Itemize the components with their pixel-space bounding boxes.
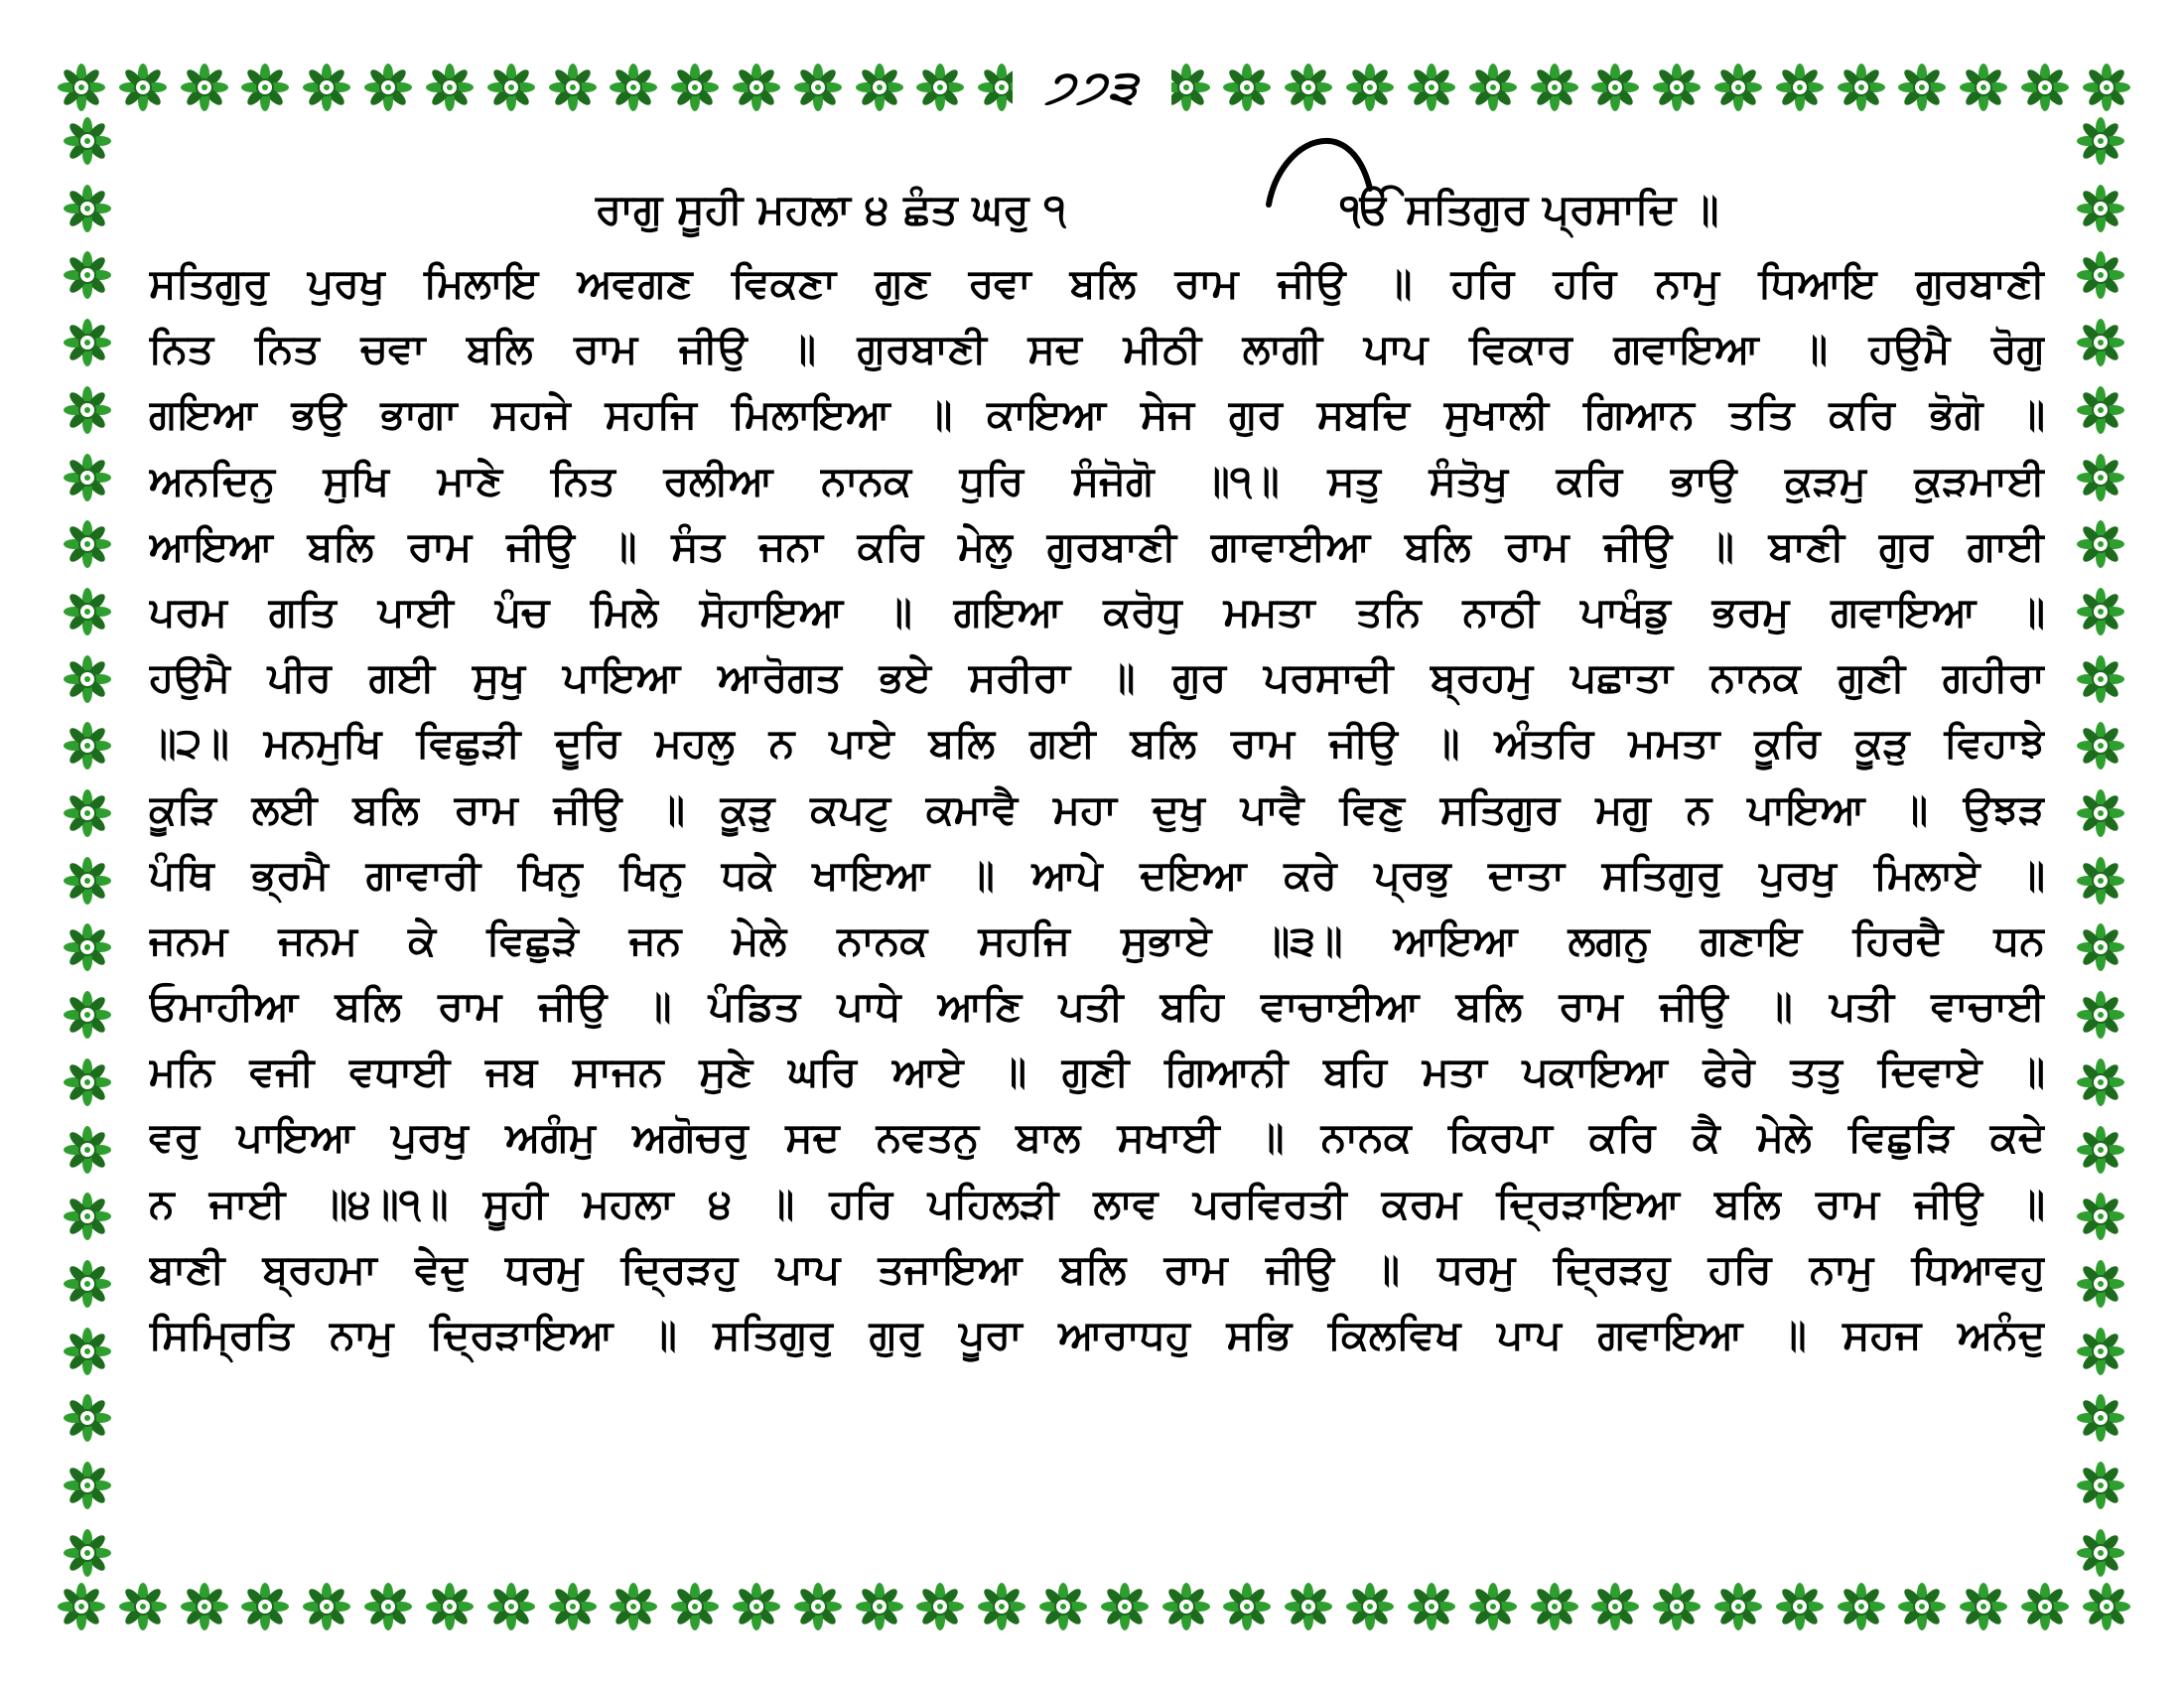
- flower-icon: [64, 1462, 111, 1509]
- flower-icon: [2021, 64, 2069, 111]
- flower-icon: [978, 1583, 1025, 1630]
- flower-icon: [64, 1394, 111, 1442]
- onkar-arc-icon: [1261, 119, 1380, 209]
- flower-icon: [916, 64, 964, 111]
- flower-icon: [2077, 454, 2124, 501]
- flower-icon: [241, 1583, 289, 1630]
- flower-icon: [1838, 64, 1885, 111]
- flower-icon: [119, 1583, 167, 1630]
- flower-icon: [1408, 64, 1455, 111]
- verse-line: ਕੂੜਿ ਲਈ ਬਲਿ ਰਾਮ ਜੀਉ ॥ ਕੂੜੁ ਕਪਟੁ ਕਮਾਵੈ ਮਹਾ ਦੁਖੁ ਪਾਵੈ ਵਿਣੁ ਸਤਿਗੁਰ ਮਗੁ ਨ ਪਾਇਆ ॥ ਉਝੜ: [149, 784, 2045, 833]
- verse-line: ਗਇਆ ਭਉ ਭਾਗਾ ਸਹਜੇ ਸਹਜਿ ਮਿਲਾਇਆ ॥ ਕਾਇਆ ਸੇਜ ਗੁਰ ਸਬਦਿ ਸੁਖਾਲੀ ਗਿਆਨ ਤਤਿ ਕਰਿ ਭੋਗੋ ॥: [149, 390, 2045, 439]
- flower-icon: [1898, 1583, 1946, 1630]
- flower-icon: [364, 64, 412, 111]
- flower-icon: [2077, 1529, 2124, 1577]
- page-number: ੭੭੩: [1045, 60, 1139, 113]
- flower-icon: [856, 1583, 903, 1630]
- flower-icon: [1591, 1583, 1639, 1630]
- flower-icon: [733, 1583, 780, 1630]
- flower-icon: [64, 923, 111, 971]
- flower-icon: [64, 319, 111, 366]
- flower-icon: [426, 1583, 474, 1630]
- verse-line: ਜਨਮ ਜਨਮ ਕੇ ਵਿਛੁੜੇ ਜਨ ਮੇਲੇ ਨਾਨਕ ਸਹਜਿ ਸੁਭਾਏ ॥੩॥ ਆਇਆ ਲਗਨੁ ਗਣਾਇ ਹਿਰਦੈ ਧਨ: [149, 915, 2045, 964]
- flower-icon: [1531, 1583, 1578, 1630]
- flower-icon: [1960, 1583, 2007, 1630]
- verse-line: ਨਿਤ ਨਿਤ ਚਵਾ ਬਲਿ ਰਾਮ ਜੀਉ ॥ ਗੁਰਬਾਣੀ ਸਦ ਮੀਠੀ ਲਾਗੀ ਪਾਪ ਵਿਕਾਰ ਗਵਾਇਆ ॥ ਹਉਮੈ ਰੋਗੁ: [149, 325, 2045, 373]
- flower-icon: [1653, 64, 1701, 111]
- flower-icon: [426, 64, 474, 111]
- flower-icon: [2077, 655, 2124, 703]
- flower-icon: [2077, 520, 2124, 568]
- flower-icon: [549, 64, 597, 111]
- flower-icon: [2077, 857, 2124, 905]
- flower-icon: [733, 64, 780, 111]
- flower-icon: [671, 1583, 719, 1630]
- verse-line: ਹਉਮੈ ਪੀਰ ਗਈ ਸੁਖੁ ਪਾਇਆ ਆਰੋਗਤ ਭਏ ਸਰੀਰਾ ॥ ਗੁਰ ਪਰਸਾਦੀ ਬ੍ਰਹਮੁ ਪਛਾਤਾ ਨਾਨਕ ਗੁਣੀ ਗਹੀਰਾ: [149, 653, 2045, 702]
- flower-icon: [1838, 1583, 1885, 1630]
- verse-block: [149, 250, 2045, 1367]
- flower-icon: [1714, 64, 1762, 111]
- invocation: ੴ ਸਤਿਗੁਰ ਪ੍ਰਸਾਦਿ ॥: [1340, 185, 1719, 233]
- flower-icon: [2077, 1126, 2124, 1174]
- verse-line: ਬਾਣੀ ਬ੍ਰਹਮਾ ਵੇਦੁ ਧਰਮੁ ਦ੍ਰਿੜਹੁ ਪਾਪ ਤਜਾਇਆ ਬਲਿ ਰਾਮ ਜੀਉ ॥ ਧਰਮੁ ਦ੍ਰਿੜਹੁ ਹਰਿ ਨਾਮੁ ਧਿਆਵਹੁ: [149, 1244, 2045, 1293]
- flower-icon: [64, 454, 111, 501]
- flower-icon: [671, 64, 719, 111]
- flower-icon: [1223, 1583, 1271, 1630]
- flower-icon: [487, 64, 535, 111]
- flower-icon: [794, 64, 842, 111]
- flower-icon: [119, 64, 167, 111]
- flower-icon: [64, 655, 111, 703]
- flower-icon: [2077, 1058, 2124, 1106]
- verse-line: ਮਨਿ ਵਜੀ ਵਧਾਈ ਜਬ ਸਾਜਨ ਸੁਣੇ ਘਰਿ ਆਏ ॥ ਗੁਣੀ ਗਿਆਨੀ ਬਹਿ ਮਤਾ ਪਕਾਇਆ ਫੇਰੇ ਤਤੁ ਦਿਵਾਏ ॥: [149, 1048, 2045, 1096]
- flower-icon: [2077, 991, 2124, 1039]
- flower-icon: [64, 588, 111, 635]
- flower-icon: [2077, 251, 2124, 299]
- flower-icon: [241, 64, 289, 111]
- flower-icon: [1653, 1583, 1701, 1630]
- flower-icon: [2077, 386, 2124, 434]
- flower-icon: [64, 117, 111, 165]
- flower-icon: [1408, 1583, 1455, 1630]
- flower-icon: [916, 1583, 964, 1630]
- flower-icon: [610, 64, 657, 111]
- verse-line: ਵਰੁ ਪਾਇਆ ਪੁਰਖੁ ਅਗੰਮੁ ਅਗੋਚਰੁ ਸਦ ਨਵਤਨੁ ਬਾਲ ਸਖਾਈ ॥ ਨਾਨਕ ਕਿਰਪਾ ਕਰਿ ਕੈ ਮੇਲੇ ਵਿਛੁੜਿ ਕਦੇ: [149, 1113, 2045, 1162]
- flower-icon: [1591, 64, 1639, 111]
- flower-icon: [2077, 722, 2124, 770]
- flower-icon: [64, 722, 111, 770]
- flower-icon: [58, 64, 105, 111]
- verse-line: ਪਰਮ ਗਤਿ ਪਾਈ ਪੰਚ ਮਿਲੇ ਸੋਹਾਇਆ ॥ ਗਇਆ ਕਰੋਧੁ ਮਮਤਾ ਤਨਿ ਨਾਠੀ ਪਾਖੰਡੁ ਭਰਮੁ ਗਵਾਇਆ ॥: [149, 587, 2045, 635]
- flower-icon: [64, 520, 111, 568]
- floral-border-left: [58, 117, 117, 1577]
- verse-line: ਸਿਮ੍ਰਿਤਿ ਨਾਮੁ ਦ੍ਰਿੜਾਇਆ ॥ ਸਤਿਗੁਰੁ ਗੁਰੁ ਪੂਰਾ ਆਰਾਧਹੁ ਸਭਿ ਕਿਲਵਿਖ ਪਾਪ ਗਵਾਇਆ ॥ ਸਹਜ ਅਨੰਦੁ: [149, 1311, 2045, 1358]
- verse-line: ਅਨਦਿਨੁ ਸੁਖਿ ਮਾਣੇ ਨਿਤ ਰਲੀਆ ਨਾਨਕ ਧੁਰਿ ਸੰਜੋਗੋ ॥੧॥ ਸਤੁ ਸੰਤੋਖੁ ਕਰਿ ਭਾਉ ਕੁੜਮੁ ਕੁੜਮਾਈ: [149, 456, 2045, 504]
- flower-icon: [2083, 64, 2130, 111]
- flower-icon: [1039, 1583, 1087, 1630]
- flower-icon: [64, 1328, 111, 1375]
- flower-icon: [1346, 64, 1394, 111]
- flower-icon: [2077, 1462, 2124, 1509]
- flower-icon: [64, 1260, 111, 1308]
- flower-icon: [1223, 64, 1271, 111]
- heading-row: [149, 177, 2035, 246]
- flower-icon: [1469, 1583, 1517, 1630]
- flower-icon: [1162, 1583, 1210, 1630]
- flower-icon: [64, 1058, 111, 1106]
- flower-icon: [856, 64, 903, 111]
- flower-icon: [64, 991, 111, 1039]
- flower-icon: [2077, 1394, 2124, 1442]
- flower-icon: [181, 64, 228, 111]
- flower-icon: [64, 386, 111, 434]
- flower-icon: [64, 185, 111, 232]
- flower-icon: [1101, 1583, 1149, 1630]
- verse-line: ॥੨॥ ਮਨਮੁਖਿ ਵਿਛੁੜੀ ਦੂਰਿ ਮਹਲੁ ਨ ਪਾਏ ਬਲਿ ਗਈ ਬਲਿ ਰਾਮ ਜੀਉ ॥ ਅੰਤਰਿ ਮਮਤਾ ਕੂਰਿ ਕੂੜੁ ਵਿਹਾਝੇ: [149, 719, 2045, 768]
- flower-icon: [2077, 1193, 2124, 1240]
- flower-icon: [1898, 64, 1946, 111]
- flower-icon: [303, 64, 350, 111]
- flower-icon: [2077, 789, 2124, 837]
- flower-icon: [303, 1583, 350, 1630]
- flower-icon: [549, 1583, 597, 1630]
- flower-icon: [2021, 1583, 2069, 1630]
- flower-icon: [1960, 64, 2007, 111]
- flower-icon: [2077, 1328, 2124, 1375]
- page-heading: ਰਾਗੁ ਸੂਹੀ ਮਹਲਾ ੪ ਛੰਤ ਘਰੁ ੧: [596, 185, 1066, 233]
- verse-line: ਓਮਾਹੀਆ ਬਲਿ ਰਾਮ ਜੀਉ ॥ ਪੰਡਿਤ ਪਾਧੇ ਆਣਿ ਪਤੀ ਬਹਿ ਵਾਚਾਈਆ ਬਲਿ ਰਾਮ ਜੀਉ ॥ ਪਤੀ ਵਾਚਾਈ: [149, 982, 2045, 1031]
- flower-icon: [64, 1193, 111, 1240]
- flower-icon: [2077, 319, 2124, 366]
- flower-icon: [1714, 1583, 1762, 1630]
- flower-icon: [2077, 588, 2124, 635]
- flower-icon: [64, 857, 111, 905]
- flower-icon: [64, 251, 111, 299]
- flower-icon: [1285, 1583, 1332, 1630]
- flower-icon: [1469, 64, 1517, 111]
- flower-icon: [364, 1583, 412, 1630]
- flower-icon: [2083, 1583, 2130, 1630]
- flower-icon: [794, 1583, 842, 1630]
- verse-line: ਆਇਆ ਬਲਿ ਰਾਮ ਜੀਉ ॥ ਸੰਤ ਜਨਾ ਕਰਿ ਮੇਲੁ ਗੁਰਬਾਣੀ ਗਾਵਾਈਆ ਬਲਿ ਰਾਮ ਜੀਉ ॥ ਬਾਣੀ ਗੁਰ ਗਾਈ: [149, 521, 2045, 570]
- flower-icon: [610, 1583, 657, 1630]
- flower-icon: [2077, 923, 2124, 971]
- flower-icon: [64, 1529, 111, 1577]
- flower-icon: [2077, 185, 2124, 232]
- flower-icon: [64, 1126, 111, 1174]
- floral-border-right: [2071, 117, 2130, 1577]
- floral-border-bottom: [58, 1577, 2130, 1636]
- flower-icon: [1776, 1583, 1824, 1630]
- verse-line: ਪੰਥਿ ਭ੍ਰਮੈ ਗਾਵਾਰੀ ਖਿਨੁ ਖਿਨੁ ਧਕੇ ਖਾਇਆ ॥ ਆਪੇ ਦਇਆ ਕਰੇ ਪ੍ਰਭੁ ਦਾਤਾ ਸਤਿਗੁਰੁ ਪੁਰਖੁ ਮਿਲਾਏ ॥: [149, 850, 2045, 899]
- flower-icon: [64, 789, 111, 837]
- flower-icon: [1285, 64, 1332, 111]
- flower-icon: [1776, 64, 1824, 111]
- flower-icon: [1531, 64, 1578, 111]
- flower-icon: [181, 1583, 228, 1630]
- flower-icon: [1346, 1583, 1394, 1630]
- flower-icon: [58, 1583, 105, 1630]
- flower-icon: [2077, 1260, 2124, 1308]
- verse-line: ਨ ਜਾਈ ॥੪॥੧॥ ਸੂਹੀ ਮਹਲਾ ੪ ॥ ਹਰਿ ਪਹਿਲੜੀ ਲਾਵ ਪਰਵਿਰਤੀ ਕਰਮ ਦ੍ਰਿੜਾਇਆ ਬਲਿ ਰਾਮ ਜੀਉ ॥: [149, 1179, 2045, 1227]
- verse-line: ਸਤਿਗੁਰੁ ਪੁਰਖੁ ਮਿਲਾਇ ਅਵਗਣ ਵਿਕਣਾ ਗੁਣ ਰਵਾ ਬਲਿ ਰਾਮ ਜੀਉ ॥ ਹਰਿ ਹਰਿ ਨਾਮੁ ਧਿਆਇ ਗੁਰਬਾਣੀ: [149, 259, 2045, 307]
- flower-icon: [2077, 117, 2124, 165]
- page-number-container: [1013, 58, 1171, 117]
- flower-icon: [487, 1583, 535, 1630]
